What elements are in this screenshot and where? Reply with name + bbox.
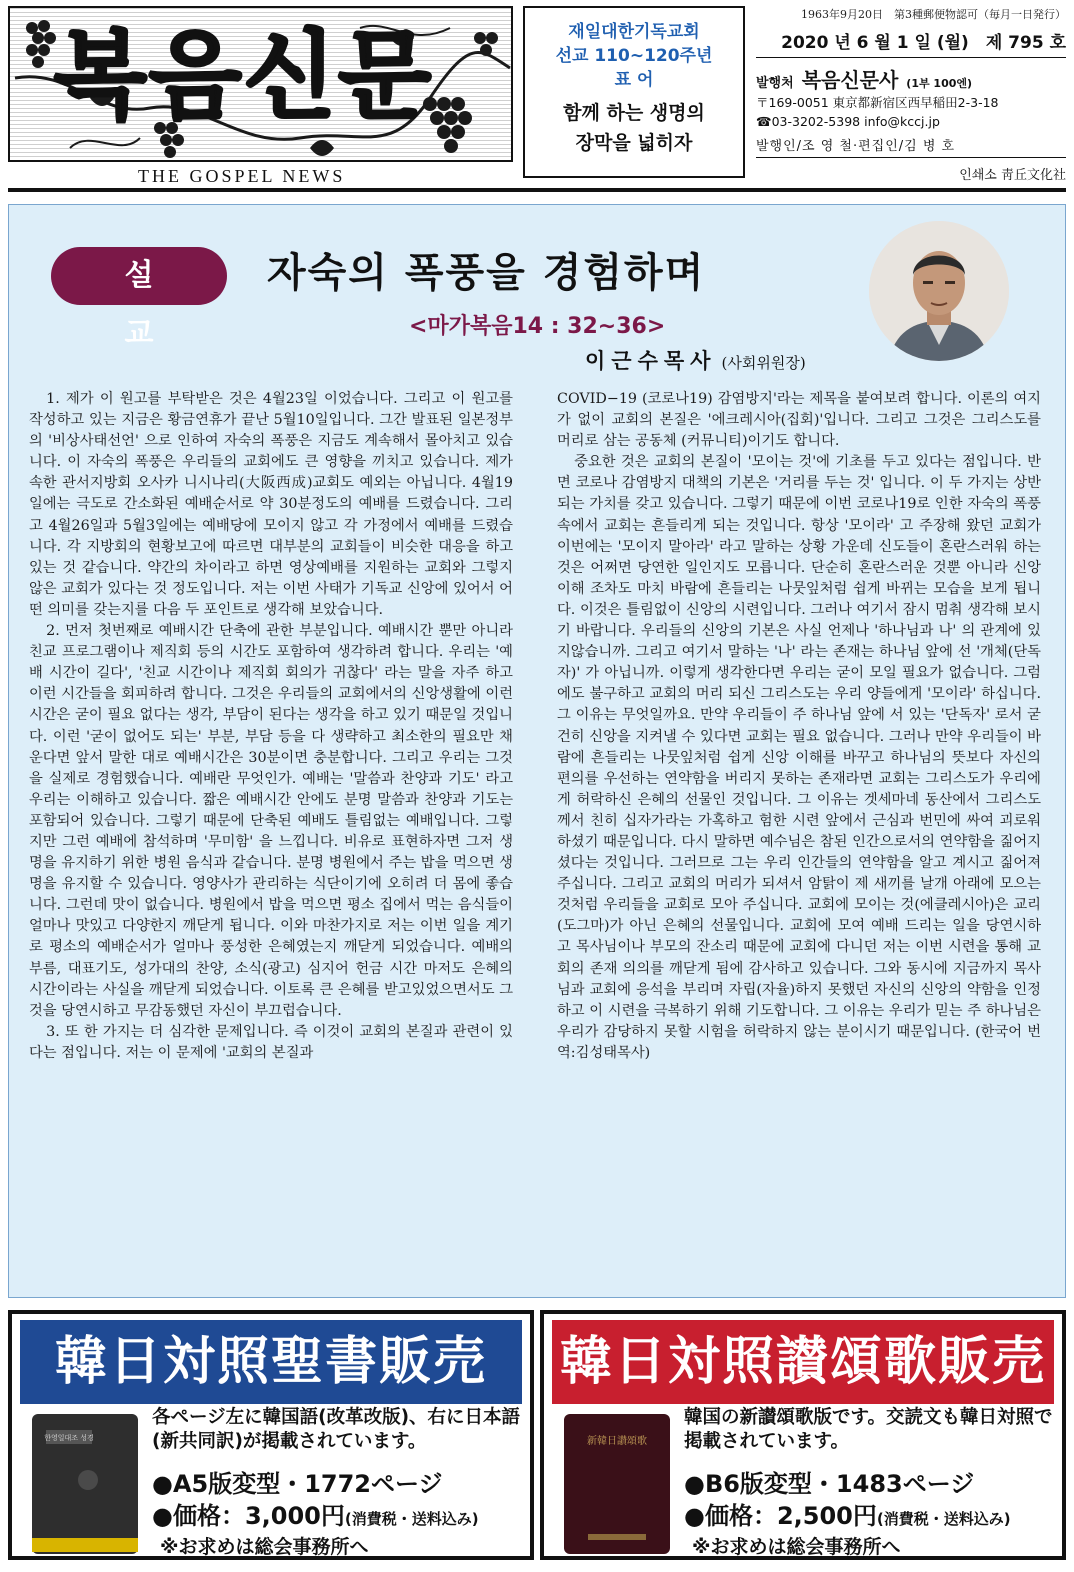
editors: 발행인/조 영 철·편집인/김 병 호 [756,135,1066,158]
article-column-left [29,389,513,1064]
ad-spec-size: ●A5版変型・1772ページ [152,1470,443,1498]
ad-spec-price: ●価格：3,000円(消費税・送料込み) [152,1502,479,1530]
sermon-article [8,204,1066,1298]
ad-description: 韓国の新讃頌歌版です。交読文も韓日対照で掲載されています。 [684,1407,1053,1452]
svg-text:한영일대조 성경: 한영일대조 성경 [44,1434,94,1442]
hymnal-sale-ad [540,1310,1066,1560]
slogan-motto-line2: 장막을 넓히자 [575,132,693,154]
slogan-box [523,6,745,178]
bible-sale-ad [8,1310,534,1560]
portrait-icon [869,221,1009,361]
author-byline [585,345,806,375]
ad-title: 韓日対照聖書販売 [20,1320,522,1404]
article-title: 자숙의 폭풍을 경험하며 [267,250,706,296]
slogan-anniversary: 선교 110∼120주년 [555,46,713,66]
svg-text:新韓日讃頌歌: 新韓日讃頌歌 [587,1436,647,1447]
slogan-church: 재일대한기독교회 [568,22,700,42]
contact: ☎03-3202-5398 info@kccj.jp [756,114,940,129]
slogan-motto-line1: 함께 하는 생명의 [563,102,705,124]
address: 〒169-0051 東京都新宿区西早稲田2-3-18 [756,95,999,110]
ad-title: 韓日対照讃頌歌販売 [552,1320,1054,1404]
newspaper-english-title: THE GOSPEL NEWS [138,166,346,186]
header-divider [8,188,1066,192]
author-photo [869,221,1009,361]
hymnal-book-icon [558,1410,678,1558]
scripture-reference: <마가복음14 : 32∼36> [409,314,666,339]
publisher-row [756,64,1066,93]
article-paragraph: COVID−19 (코로나19) 감염방지'라는 제목을 붙여보려 합니다. 이론의 여지가 없이 교회의 본질은 '에크레시아(집회)'입니다. 그리고 그것은 그리스도를 머리로 삼는 공동체 (커뮤니티)이기도 합니다. [557,391,1041,450]
publisher-label: 발행처 [756,76,794,91]
publication-info [756,6,1066,183]
author-name: 이근수목사 [585,349,717,373]
article-paragraph: 중요한 것은 교회의 본질이 '모이는 것'에 기초를 두고 있다는 점입니다. 반면 코로나 감염방지 대책의 기본은 '거리를 두는 것' 입니다. 이 두 가지는 상반되는 가치를 갖고 있습니다. 그렇기 때문에 이번 코로나19로 인한 자숙의 폭풍 속에서 교회는 흔들리게 되는 것입니다. 항상 '모이라' 고 주장해 왔던 교회가 이번에는 '모이지 말아라' 라고 말하는 상황 가운데 신도들이 혼란스러워 하는 것은 어쩌면 당연한 일인지도 모릅니다. 단순히 혼란스러운 것뿐 아니라 신앙 이해 조차도 마치 바람에 흔들리는 나뭇잎처럼 쉽게 바뀌는 모습을 보게 됩니다. 이것은 틀림없이 신앙의 시련입니다. 그러나 여기서 잠시 멈춰 생각해 보시기 바랍니다. 우리들의 신앙의 기본은 사실 언제나 '하나님과 나' 의 관계에 있지않습니까. 그리고 여기서 말하는 '나' 라는 존재는 하나님 앞에 선 '개체(단독자)' 가 아닙니까. 이렇게 생각한다면 우리는 굳이 모일 필요가 없습니다. 그럼에도 불구하고 교회의 머리 되신 그리스도는 우리 양들에게 '모이라' 하십니다. 그 이유는 무엇일까요. 만약 우리들이 주 하나님 앞에 서 있는 '단독자' 로서 굳건히 신앙을 지켜낼 수 있다면 교회는 필요 없습니다. 그러나 만약 우리들이 바람에 흔들리는 나뭇잎처럼 쉽게 신앙 이해를 바꾸고 하나님의 뜻보다 자신의 편의를 우선하는 연약함을 버리지 못하는 존재라면 교회는 그리스도가 우리에게 허락하신 은혜의 선물인 것입니다. 그 이유는 겟세마네 동산에서 그리스도께서 친히 십자가라는 가혹하고 험한 시련 앞에서 근심과 번민에 싸여 괴로워하셨기 때문입니다. 다시 말하면 예수님은 참된 인간으로서의 연약함을 짊어지셨다는 것입니다. 그러므로 그는 우리 인간들의 연약함을 알고 계시고 짊어져 주십니다. 그리고 교회의 머리가 되셔서 암탉이 제 새끼를 날개 아래에 모으는 것처럼 우리들을 교회로 모아 주십니다. 교회에 모이는 것(에클레시아)은 교리(도그마)가 아닌 은혜의 선물입니다. 교회에 모여 예배 드리는 일을 당연시하고 목사님이나 부모의 잔소리 때문에 교회에 다니던 저는 이번 시련을 통해 교회의 존재 의의를 깨닫게 됨에 감사하고 있습니다. 그와 동시에 지금까지 목사님과 교회에 응석을 부리며 자립(자율)하지 못했던 자신의 신앙의 약함을 인정하고 이 시련을 극복하기 위해 기도합니다. 그 이유는 우리가 믿는 주 하나님은 우리가 감당하지 못할 시험을 허락하지 않는 분이시기 때문입니다. (한국어 번역:김성태목사) [557,454,1041,1061]
issue-date: 2020 년 6 월 1 일 (월) 제 795 호 [756,28,1066,58]
ad-order-note: ※お求めは総会事務所へ [160,1536,369,1558]
postal-permit: 1963年9月20日 第3種郵便物認可（毎月一日発行） [801,8,1066,21]
ad-description: 各ページ左に韓国語(改革改版)、右に日本語(新共同訳)が掲載されています。 [152,1407,521,1452]
ad-spec-size: ●B6版変型・1483ページ [684,1470,975,1498]
newspaper-title: 복음신문 [54,20,433,132]
article-paragraph: 3. 또 한 가지는 더 심각한 문제입니다. 즉 이것이 교회의 본질과 관련이 있다는 점입니다. 저는 이 문제에 '교회의 본질과 [29,1023,513,1061]
masthead [8,6,1066,186]
slogan-label: 표 어 [614,70,654,90]
newspaper-logo [8,6,513,162]
publisher-name: 복음신문사 [801,68,899,92]
printer: 인쇄소 靑丘文化社 [959,168,1066,183]
bible-book-icon [26,1410,146,1558]
article-paragraph: 1. 제가 이 원고를 부탁받은 것은 4월23일 이었습니다. 그리고 이 원고를 작성하고 있는 지금은 황금연휴가 끝난 5월10일입니다. 그간 발표된 일본정부의 '비상사태선언' 으로 인하여 자숙의 폭풍은 지금도 계속해서 몰아치고 있습니다. 이 자숙의 폭풍은 우리들의 교회에도 큰 영향을 끼치고 있습니다. 제가 속한 관서지방회 오사카 니시나리(大阪西成)교회도 예외는 아닙니다. 4월19일에는 극도로 간소화된 예배순서로 약 30분정도의 예배를 드렸습니다. 그리고 4월26일과 5월3일에는 예배당에 모이지 않고 각 가정에서 예배를 드렸습니다. 각 지방회의 현황보고에 따르면 대부분의 교회들이 비슷한 대응을 하고 있는 것 같습니다. 약간의 차이라고 하면 영상예배를 지원하는 교회와 그렇지 않은 교회가 있다는 것 정도입니다. 저는 이번 사태가 기독교 신앙에 있어서 어떤 의미를 갖는지를 다음 두 포인트로 생각해 보았습니다. [29,391,513,618]
article-column-right [557,389,1041,1064]
section-badge: 설교 [51,247,227,305]
article-paragraph: 2. 먼저 첫번째로 예배시간 단축에 관한 부분입니다. 예배시간 뿐만 아니라 친교 프로그램이나 제직회 등의 시간도 포함하여 생각하려 합니다. 우리는 '예배 시간이 길다', '친교 시간이나 제직회 회의가 귀찮다' 라는 말을 자주 하고 이런 시간들을 회피하려 합니다. 그것은 우리들의 교회에서의 신앙생활에 이런 시간은 굳이 필요 없다는 생각, 부담이 된다는 생각을 하고 있기 때문일 것입니다. 이런 '굳이 없어도 되는' 부분, 부담 등을 다 생략하고 최소한의 필요만 채운다면 앞서 말한 대로 예배시간은 30분이면 충분합니다. 그리고 우리는 그것을 실제로 경험했습니다. 예배란 무엇인가. 예배는 '말씀과 찬양과 기도' 라고 우리는 이해하고 있습니다. 짧은 예배시간 안에도 분명 말씀과 찬양과 기도는 포함되어 있습니다. 그렇기 때문에 단축된 예배도 틀림없는 예배입니다. 그렇지만 그런 예배에 참석하며 '무미함' 을 느낍니다. 비유로 표현하자면 그저 생명을 유지하기 위한 병원 음식과 같습니다. 분명 병원에서 주는 밥을 먹으면 생명을 유지할 수 있습니다. 영양사가 관리하는 식단이기에 오히려 더 몸에 좋습니다. 그런데 맛이 없습니다. 병원에서 밥을 먹으면 평소 집에서 먹는 음식들이 얼마나 맛있고 다양한지 깨닫게 됩니다. 이와 마찬가지로 저는 이번 일을 계기로 평소의 예배순서가 얼마나 풍성한 은혜였는지 깨닫게 되었습니다. 예배의 부름, 대표기도, 성가대의 찬양, 소식(광고) 심지어 헌금 시간 마저도 은혜의 시간이라는 사실을 깨닫게 되었습니다. 이토록 큰 은혜를 받고있었으면서도 그것을 당연시하고 무감동했던 자신이 부끄럽습니다. [29,623,513,1019]
author-role: (사회위원장) [721,354,806,372]
ad-spec-price: ●価格：2,500円(消費税・送料込み) [684,1502,1011,1530]
price: (1부 100엔) [906,77,973,90]
ad-order-note: ※お求めは総会事務所へ [692,1536,901,1558]
